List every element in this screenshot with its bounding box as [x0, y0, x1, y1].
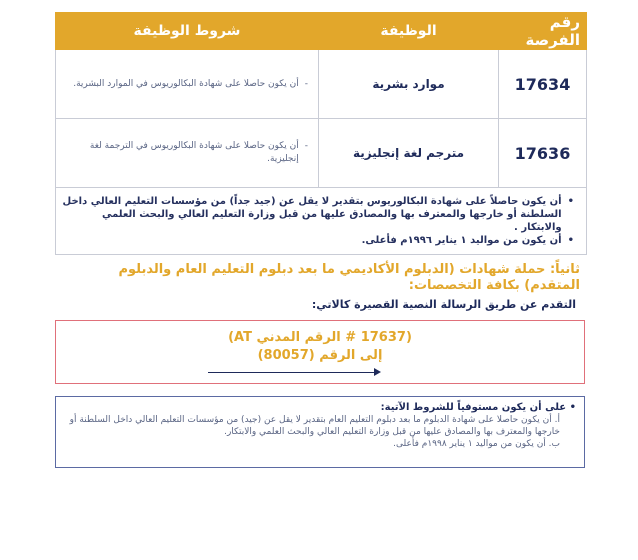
sms-instructions-box [55, 320, 585, 384]
sms-target-number: إلى الرقم (80057) [257, 348, 383, 363]
job-condition: أن يكون حاصلا على شهادة البكالوريوس في الموارد البشرية. [73, 78, 299, 89]
job-title: مترجم لغة إنجليزية [319, 119, 499, 188]
opportunity-number: 17636 [499, 119, 587, 188]
jobs-table [55, 12, 587, 255]
general-notes [56, 188, 587, 255]
jobs-table-header [56, 13, 587, 50]
section-two-subtitle: التقدم عن طريق الرسالة النصية القصيرة كالاتي: [311, 298, 576, 311]
notes-row [56, 188, 587, 255]
job-condition-cell [56, 119, 319, 188]
header-job-conditions: شروط الوظيفة [56, 13, 319, 50]
sms-message-format: (17637 # الرقم المدني AT) [228, 330, 412, 345]
bullet-icon: • [567, 235, 574, 246]
bullet-icon: • [566, 402, 576, 413]
header-opportunity-number: رقم الفرصة [499, 13, 587, 50]
condition-item: أ. أن يكون حاصلا على شهادة الدبلوم ما بعد دبلوم التعليم العام بتقدير لا يقل عن (جيد) من مؤسسات التعليم العالي داخل السلطنة أو خارجها والمعترف بها والمصادق عليها من قبل وزارة التعليم العالي والبحث العلمي والابتكار. [69, 415, 560, 437]
conditions-heading: • على أن يكون مستوفياً للشروط الآتية: [380, 402, 576, 413]
bullet-icon: - [304, 78, 308, 89]
bullet-icon: - [304, 141, 308, 151]
header-job-title: الوظيفة [319, 13, 499, 50]
note-item: أن يكون من مواليد ١ يناير ١٩٩٦م فأعلى. [361, 235, 562, 246]
job-condition: أن يكون حاصلا على شهادة البكالوريوس في الترجمة لغة إنجليزية. [89, 141, 299, 164]
table-row [56, 50, 587, 119]
note-item: أن يكون حاصلاً على شهادة البكالوريوس بتقدير لا يقل عن (جيد جداً) من مؤسسات التعليم العالي داخل السلطنة أو خارجها والمعترف بها والمصادق عليها من قبل وزارة التعليم العالي والبحث العلمي والابتكار . [62, 196, 562, 233]
arrow-right-icon [374, 368, 381, 376]
arrow-line [208, 372, 376, 373]
job-title: موارد بشرية [319, 50, 499, 119]
job-condition-cell [56, 50, 319, 119]
condition-item: ب. أن يكون من مواليد ١ يناير ١٩٩٨م فأعلى. [393, 439, 560, 449]
opportunity-number: 17634 [499, 50, 587, 119]
section-two-title: ثانياً: حملة شهادات (الدبلوم الأكاديمي ما بعد دبلوم التعليم العام والدبلوم المتقدم) بكافة التخصصات: [118, 262, 580, 293]
bullet-icon: • [567, 196, 574, 207]
jobs-table-container [55, 12, 586, 246]
conditions-box [55, 396, 585, 468]
table-row [56, 119, 587, 188]
